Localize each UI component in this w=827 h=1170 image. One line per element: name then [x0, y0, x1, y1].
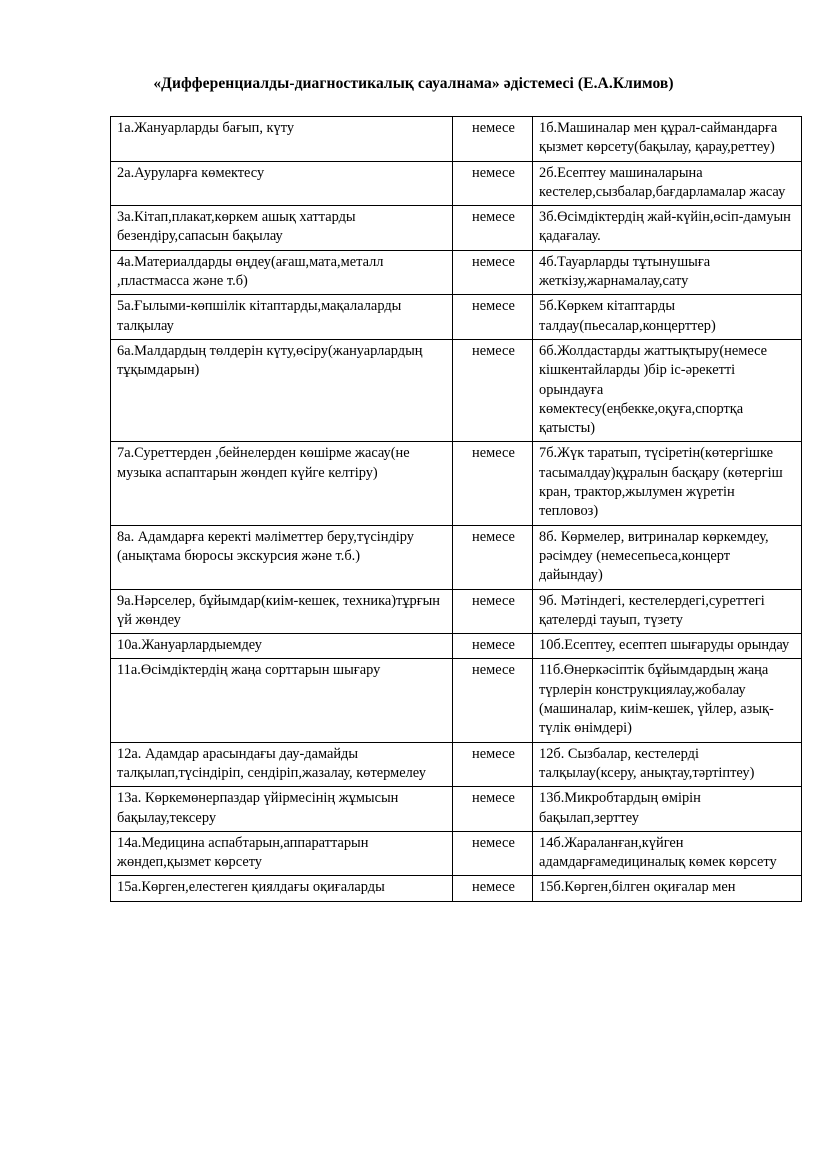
- option-b-cell[interactable]: 7б.Жүк таратып, түсіретін(көтергішке тасымалдау)құралын басқару (көтергіш кран, трактор,жылумен жүретін тепловоз): [533, 442, 802, 525]
- table-row: [111, 831, 802, 876]
- table-row: [111, 525, 802, 589]
- or-separator-cell: немесе: [453, 742, 533, 787]
- or-separator-cell: немесе: [453, 831, 533, 876]
- option-b-cell[interactable]: 13б.Микробтардың өмірін бақылап,зерттеу: [533, 787, 802, 832]
- or-separator-cell: немесе: [453, 525, 533, 589]
- table-row: [111, 442, 802, 525]
- table-row: [111, 634, 802, 659]
- table-row: [111, 742, 802, 787]
- option-a-cell[interactable]: 10а.Жануарлардыемдеу: [111, 634, 453, 659]
- option-a-cell[interactable]: 11а.Өсімдіктердің жаңа сорттарын шығару: [111, 659, 453, 742]
- or-separator-cell: немесе: [453, 589, 533, 634]
- option-b-cell[interactable]: 5б.Көркем кітаптарды талдау(пьесалар,концерттер): [533, 295, 802, 340]
- table-row: [111, 161, 802, 206]
- option-b-cell[interactable]: 2б.Есептеу машиналарына кестелер,сызбалар,бағдарламалар жасау: [533, 161, 802, 206]
- questionnaire-table: [110, 116, 802, 902]
- table-row: [111, 339, 802, 441]
- or-separator-cell: немесе: [453, 876, 533, 901]
- option-a-cell[interactable]: 2а.Ауруларға көмектесу: [111, 161, 453, 206]
- option-a-cell[interactable]: 15а.Көрген,елестеген қиялдағы оқиғаларды: [111, 876, 453, 901]
- table-row: [111, 117, 802, 162]
- option-a-cell[interactable]: 4а.Материалдарды өңдеу(ағаш,мата,металл ,пластмасса және т.б): [111, 250, 453, 295]
- table-row: [111, 295, 802, 340]
- or-separator-cell: немесе: [453, 634, 533, 659]
- option-b-cell[interactable]: 8б. Көрмелер, витриналар көркемдеу, рәсімдеу (немесепьеса,концерт дайындау): [533, 525, 802, 589]
- option-a-cell[interactable]: 8а. Адамдарға керекті мәліметтер беру,түсіндіру (анықтама бюросы экскурсия және т.б.): [111, 525, 453, 589]
- or-separator-cell: немесе: [453, 161, 533, 206]
- option-b-cell[interactable]: 12б. Сызбалар, кестелерді талқылау(ксеру, анықтау,тәртіптеу): [533, 742, 802, 787]
- table-row: [111, 589, 802, 634]
- or-separator-cell: немесе: [453, 206, 533, 251]
- option-b-cell[interactable]: 6б.Жолдастарды жаттықтыру(немесе кішкентайларды )бір іс-әрекетті орындауға көмектесу(еңбекке,оқуға,спортқа қатысты): [533, 339, 802, 441]
- option-a-cell[interactable]: 9а.Нәрселер, бұйымдар(киім-кешек, техника)тұрғын үй жөндеу: [111, 589, 453, 634]
- or-separator-cell: немесе: [453, 295, 533, 340]
- option-a-cell[interactable]: 1а.Жануарларды бағып, күту: [111, 117, 453, 162]
- option-b-cell[interactable]: 15б.Көрген,білген оқиғалар мен: [533, 876, 802, 901]
- or-separator-cell: немесе: [453, 659, 533, 742]
- table-row: [111, 250, 802, 295]
- or-separator-cell: немесе: [453, 442, 533, 525]
- or-separator-cell: немесе: [453, 787, 533, 832]
- table-row: [111, 787, 802, 832]
- option-a-cell[interactable]: 12а. Адамдар арасындағы дау-дамайды талқылап,түсіндіріп, сендіріп,жазалау, көтермелеу: [111, 742, 453, 787]
- table-row: [111, 659, 802, 742]
- or-separator-cell: немесе: [453, 117, 533, 162]
- option-b-cell[interactable]: 11б.Өнеркәсіптік бұйымдардың жаңа түрлерін конструкциялау,жобалау (машиналар, киім-кешек, үйлер, азық-түлік өнімдері): [533, 659, 802, 742]
- option-b-cell[interactable]: 4б.Тауарларды тұтынушыға жеткізу,жарнамалау,сату: [533, 250, 802, 295]
- option-b-cell[interactable]: 9б. Мәтіндегі, кестелердегі,суреттегі қателерді тауып, түзету: [533, 589, 802, 634]
- option-a-cell[interactable]: 5а.Ғылыми-көпшілік кітаптарды,мақалаларды талқылау: [111, 295, 453, 340]
- or-separator-cell: немесе: [453, 339, 533, 441]
- or-separator-cell: немесе: [453, 250, 533, 295]
- option-a-cell[interactable]: 13а. Көркемөнерпаздар үйірмесінің жұмысын бақылау,тексеру: [111, 787, 453, 832]
- option-a-cell[interactable]: 14а.Медицина аспабтарын,аппараттарын жөндеп,қызмет көрсету: [111, 831, 453, 876]
- table-row: [111, 206, 802, 251]
- option-b-cell[interactable]: 14б.Жараланған,күйген адамдарғамедициналық көмек көрсету: [533, 831, 802, 876]
- option-a-cell[interactable]: 7а.Суреттерден ,бейнелерден көшірме жасау(не музыка аспаптарын жөндеп күйге келтіру): [111, 442, 453, 525]
- option-b-cell[interactable]: 1б.Машиналар мен құрал-саймандарға қызмет көрсету(бақылау, қарау,реттеу): [533, 117, 802, 162]
- option-a-cell[interactable]: 6а.Малдардың төлдерін күту,өсіру(жануарлардың тұқымдарын): [111, 339, 453, 441]
- option-a-cell[interactable]: 3а.Кітап,плакат,көркем ашық хаттарды безендіру,сапасын бақылау: [111, 206, 453, 251]
- questionnaire-table-body: [111, 117, 802, 902]
- page-title: «Дифференциалды-диагностикалық сауалнама» әдістемесі (Е.А.Климов): [153, 75, 674, 92]
- option-b-cell[interactable]: 10б.Есептеу, есептеп шығаруды орындау: [533, 634, 802, 659]
- option-b-cell[interactable]: 3б.Өсімдіктердің жай-күйін,өсіп-дамуын қадағалау.: [533, 206, 802, 251]
- table-row: [111, 876, 802, 901]
